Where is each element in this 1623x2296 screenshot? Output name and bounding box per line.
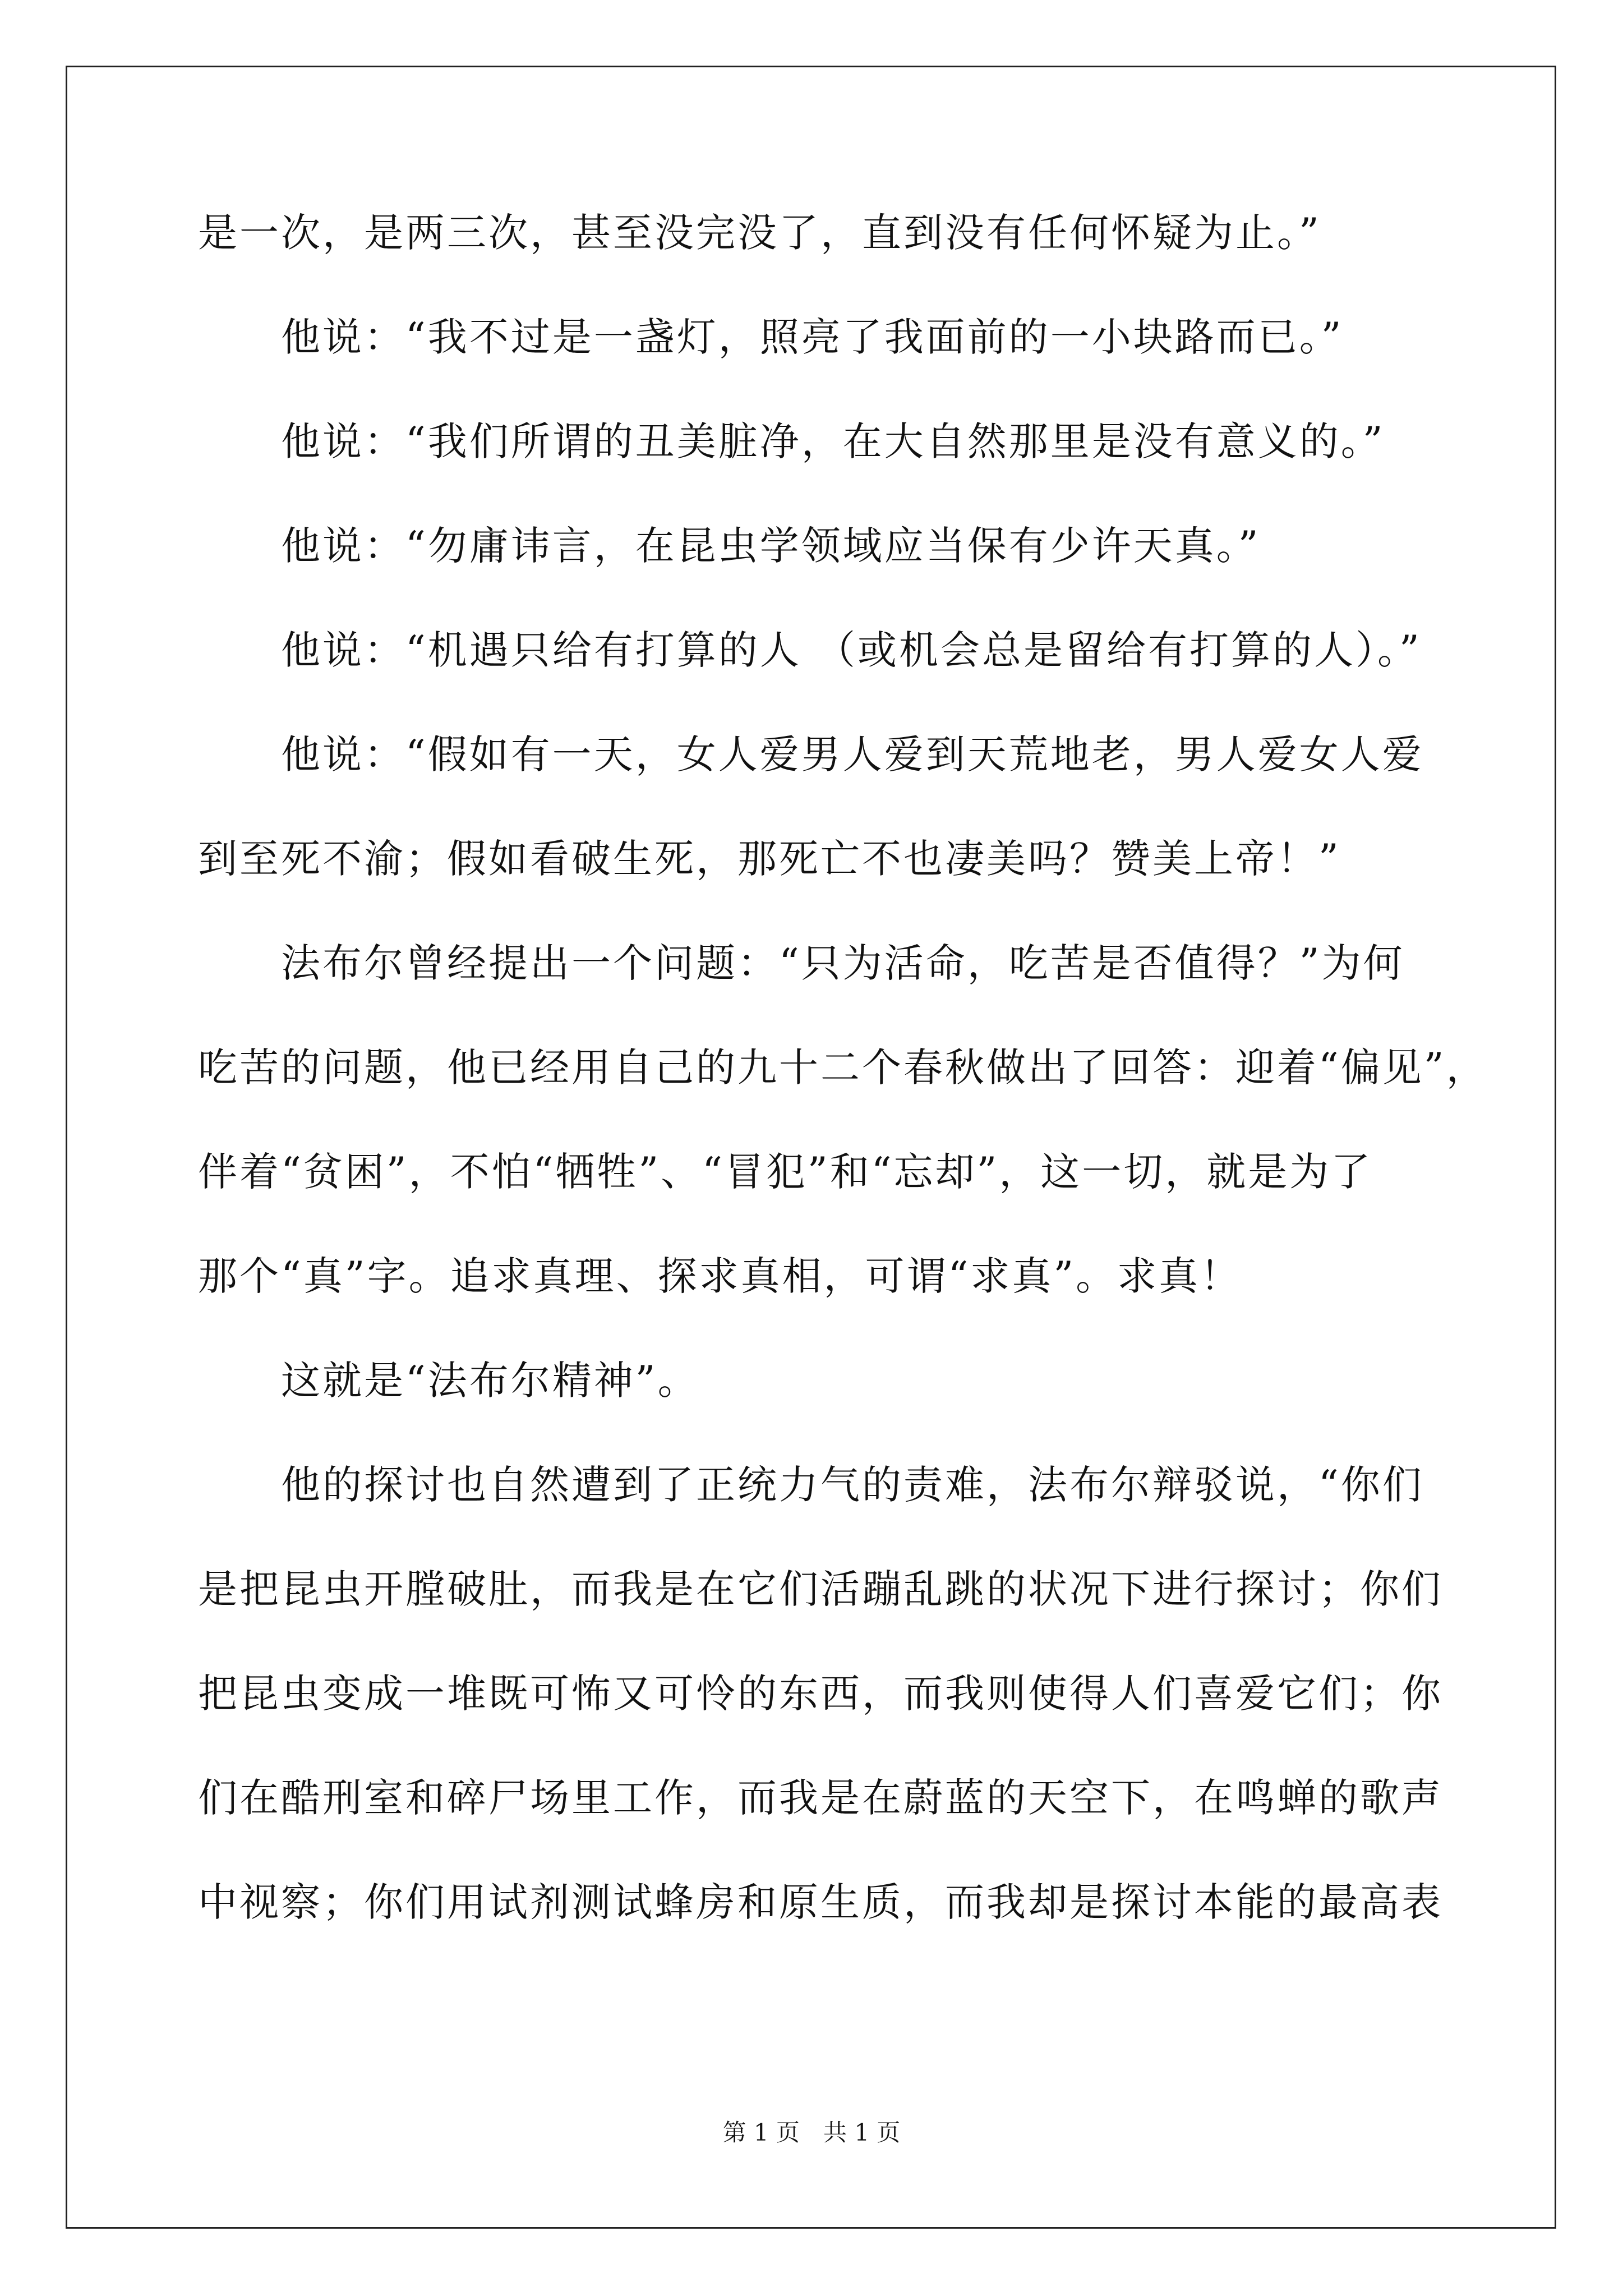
text-line: 吃苦的问题，他已经用自己的九十二个春秋做出了回答：迎着“偏见”， [198, 1045, 1488, 1091]
text-line: 他说：“我不过是一盏灯，照亮了我面前的一小块路而已。” [281, 314, 1344, 360]
text-line: 是把昆虫开膛破肚，而我是在它们活蹦乱跳的状况下进行探讨；你们 [198, 1566, 1443, 1612]
text-line: 到至死不渝；假如看破生死，那死亡不也凄美吗？赞美上帝！” [198, 836, 1341, 882]
page-footer: 第 1 页 共 1 页 [722, 2119, 901, 2146]
text-line: 他说：“勿庸讳言，在昆虫学领域应当保有少许天真。” [281, 523, 1261, 569]
text-line: 他说：“假如有一天，女人爱男人爱到天荒地老，男人爱女人爱 [281, 731, 1424, 777]
text-line: 他的探讨也自然遭到了正统力气的责难，法布尔辩驳说，“你们 [281, 1462, 1424, 1508]
text-line: 他说：“我们所谓的丑美脏净，在大自然那里是没有意义的。” [281, 418, 1385, 464]
text-line: 他说：“机遇只给有打算的人 （或机会总是留给有打算的人）。” [281, 627, 1422, 673]
text-line: 是一次，是两三次，甚至没完没了，直到没有任何怀疑为止。” [198, 210, 1321, 256]
text-line: 们在酷刑室和碎尸场里工作，而我是在蔚蓝的天空下，在鸣蝉的歌声 [198, 1775, 1443, 1821]
text-line: 把昆虫变成一堆既可怖又可怜的东西，而我则使得人们喜爱它们；你 [198, 1671, 1443, 1717]
text-line: 伴着“贫困”，不怕“牺牲”、“冒犯”和“忘却”，这一切，就是为了 [198, 1149, 1373, 1195]
text-line: 那个“真”字。追求真理、探求真相，可谓“求真”。求真！ [198, 1253, 1242, 1299]
text-line: 这就是“法布尔精神”。 [281, 1358, 699, 1404]
text-line: 法布尔曾经提出一个问题：“只为活命，吃苦是否值得？”为何 [281, 940, 1405, 986]
text-line: 中视察；你们用试剂测试蜂房和原生质，而我却是探讨本能的最高表 [198, 1879, 1443, 1925]
